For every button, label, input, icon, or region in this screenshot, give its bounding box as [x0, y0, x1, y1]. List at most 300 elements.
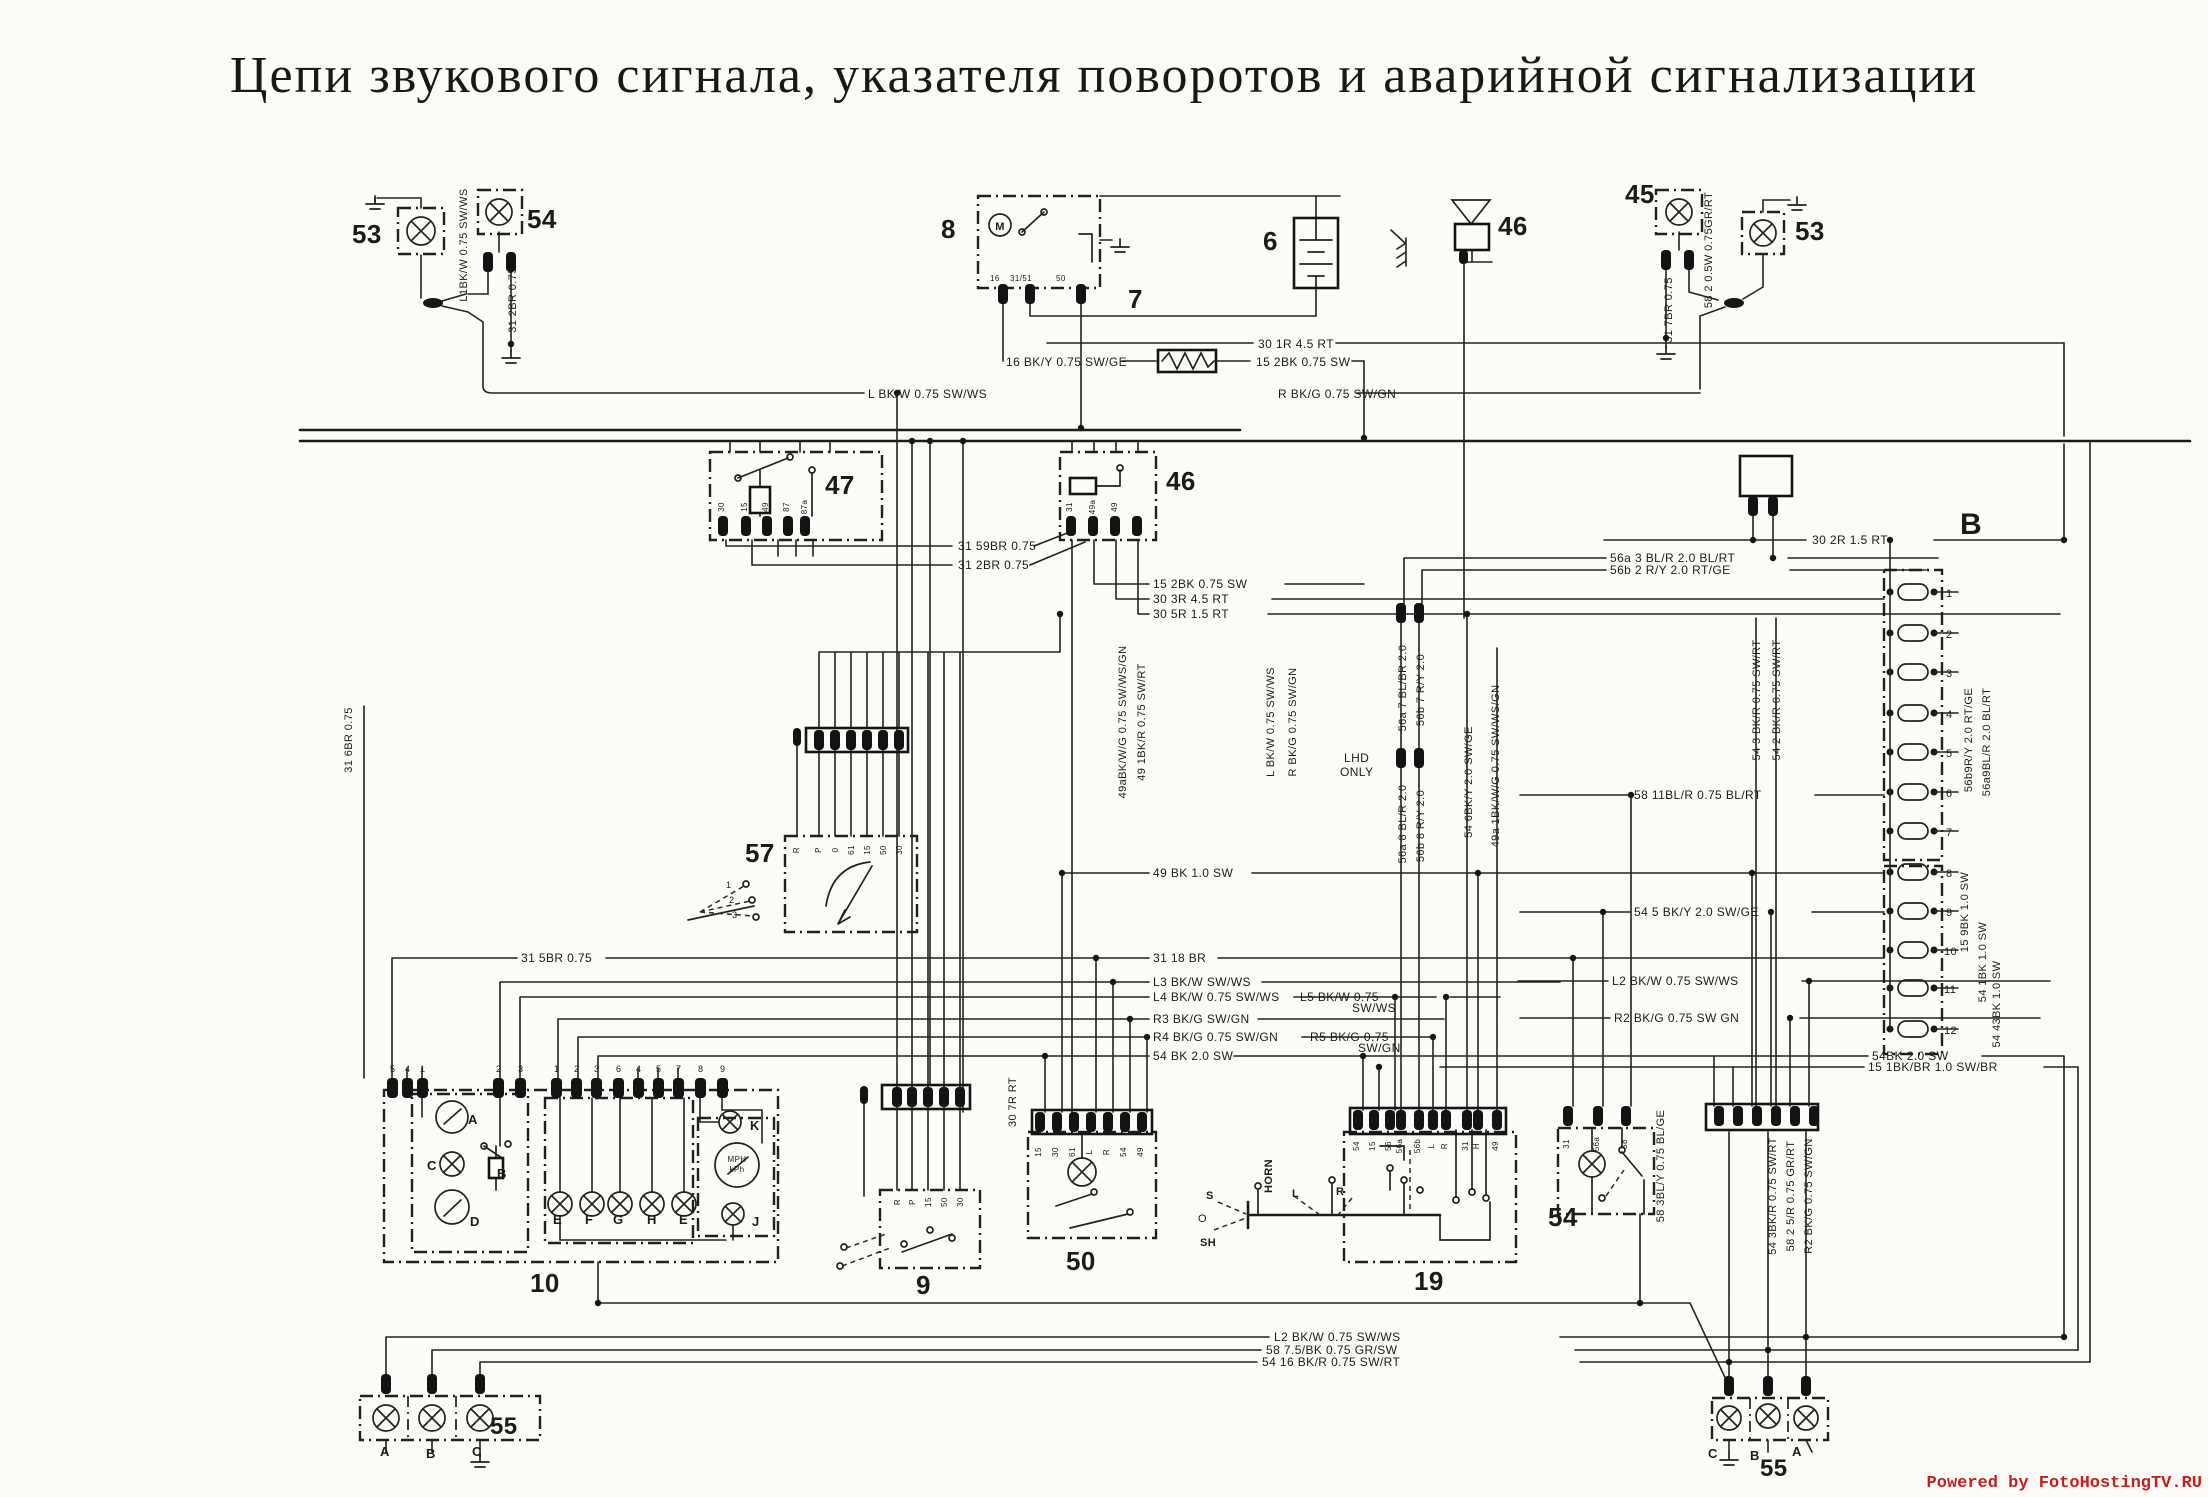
wire-label: 50 — [940, 1197, 949, 1207]
connector-pin — [1661, 250, 1671, 270]
connector-pin — [1492, 1110, 1502, 1130]
wire-label: HORN — [1263, 1159, 1275, 1193]
junction-dot — [2061, 537, 2067, 543]
connector-pin — [1052, 1112, 1062, 1132]
connector-pin — [493, 1078, 504, 1098]
wire-label: L2 BK/W 0.75 SW/WS — [1612, 974, 1739, 988]
fuse-icon — [1898, 1021, 1928, 1037]
junction-dot — [1392, 994, 1398, 1000]
connector-pin — [381, 1374, 391, 1394]
wire-label: 9 — [720, 1064, 726, 1074]
wire-label: 31 — [1065, 502, 1074, 512]
wire-label: 58 11BL/R 0.75 BL/RT — [1634, 788, 1762, 802]
connector-pin — [1752, 1106, 1762, 1126]
wire-label: 30 2R 1.5 RT — [1812, 533, 1888, 547]
wire-label: L4 BK/W 0.75 SW/WS — [1153, 990, 1280, 1004]
wire-label: R2 BK/G 0.75 SW/GN — [1803, 1138, 1815, 1254]
wire-label: 15 1BK/BR 1.0 SW/BR — [1868, 1060, 1998, 1074]
wire-label: R BK/G 0.75 SW/GN — [1278, 387, 1397, 401]
junction-dot — [508, 341, 514, 347]
connector-pin — [1076, 284, 1086, 304]
component-number: 9 — [916, 1270, 931, 1300]
connector-pin — [717, 1078, 728, 1098]
contact-point — [743, 881, 749, 887]
wire-label: A — [1792, 1444, 1802, 1459]
connector-pin — [1396, 603, 1406, 623]
connector-pin — [483, 252, 493, 272]
junction-dot — [1765, 1347, 1771, 1353]
connector-pin — [1768, 496, 1778, 516]
symbol-glyphs — [360, 190, 2067, 1467]
junction-dot — [909, 438, 915, 444]
connector-pin — [814, 730, 824, 750]
connector-pin — [1563, 1106, 1573, 1126]
wire-label: O — [1198, 1213, 1207, 1225]
connector-pin — [1724, 1376, 1734, 1396]
wire-label: 5 — [1946, 748, 1953, 760]
component-number: 54 — [527, 204, 557, 234]
wire-label: F — [585, 1212, 594, 1227]
junction-dot — [1057, 611, 1063, 617]
contact-point — [1469, 1189, 1475, 1195]
wire-label: 31/51 — [1010, 274, 1033, 283]
wire-label: 30 1R 4.5 RT — [1258, 337, 1334, 351]
fuse-icon — [1898, 980, 1928, 996]
contact-point — [753, 914, 759, 920]
wire-label: MPH — [727, 1155, 747, 1164]
wire-label: 10 — [1944, 946, 1958, 958]
junction-dot — [1768, 909, 1774, 915]
junction-dot — [1787, 1015, 1793, 1021]
wire-label: C — [472, 1444, 482, 1459]
wire-label: 54 — [1119, 1147, 1128, 1157]
connector-pin — [718, 516, 728, 536]
wire-label: 9 — [1946, 907, 1953, 919]
wire-label: K — [750, 1118, 760, 1133]
connector-pin — [1763, 1376, 1773, 1396]
wire-label: 2 — [729, 895, 735, 905]
junction-dot — [1042, 1053, 1048, 1059]
wire-label: 56a 7 BL/BR 2.0 — [1397, 644, 1409, 732]
wire-label: S — [1206, 1190, 1214, 1202]
fuse-icon — [1898, 784, 1928, 800]
connector-pin — [1137, 1112, 1147, 1132]
wire-label: 54 BK 2.0 SW — [1153, 1049, 1234, 1063]
wire-label: 54 16 BK/R 0.75 SW/RT — [1262, 1355, 1401, 1369]
wire-label: 6 — [1946, 788, 1953, 800]
gauge-icon — [435, 1190, 469, 1224]
wire-label: P — [814, 847, 823, 853]
wire-label: 31 2BR 0.75 — [958, 558, 1030, 572]
wire-label: 58 — [1620, 1139, 1629, 1149]
watermark: Powered by FotoHostingTV.RU — [1926, 1474, 2202, 1493]
connector-pin — [830, 730, 840, 750]
connector-pin — [939, 1087, 949, 1107]
wire-label: 15 — [924, 1197, 933, 1207]
wire-label: 54BK 2.0 SW — [1872, 1049, 1949, 1063]
contact-point — [841, 1244, 847, 1250]
junction-dot — [1749, 870, 1755, 876]
connector-pin — [653, 1078, 664, 1098]
component-number: 45 — [1625, 179, 1655, 209]
splice-icon — [1724, 298, 1744, 308]
connector-pin — [1790, 1106, 1800, 1126]
contact-point — [1329, 1177, 1335, 1183]
connector-pin — [793, 728, 801, 746]
fuse-icon — [1898, 903, 1928, 919]
connector-pin — [1385, 1110, 1395, 1130]
junction-dot — [927, 438, 933, 444]
wire-label: R — [893, 1198, 902, 1206]
connector-pin — [1414, 603, 1424, 623]
wire-label: 31 7BR 0.75 — [1663, 277, 1675, 343]
contact-point — [1599, 1195, 1605, 1201]
wire-label: 31 6BR 0.75 — [343, 707, 355, 773]
wire-label: R3 BK/G SW/GN — [1153, 1012, 1250, 1026]
wire-label: 58 3BL/Y 0.75 BL/GE — [1655, 1109, 1667, 1223]
wire-label: A — [380, 1444, 390, 1459]
junction-dot — [1127, 1016, 1133, 1022]
wire-label: 15 — [1368, 1141, 1377, 1151]
connector-pin — [1396, 748, 1406, 768]
wire-label: 15 — [1034, 1147, 1043, 1157]
connector-pin — [1684, 250, 1694, 270]
wire-label: 56a 3 BL/R 2.0 BL/RT — [1610, 551, 1736, 565]
wire-label: 30 — [717, 502, 726, 512]
contact-point — [1483, 1195, 1489, 1201]
wire-label: 54 — [1352, 1141, 1361, 1151]
wire-label: 5 — [390, 1064, 396, 1074]
junction-dot — [1430, 1034, 1436, 1040]
wire-label: 49aBK/W/G 0.75 SW/WS/GN — [1117, 645, 1129, 799]
connector-pin — [695, 1078, 706, 1098]
wire-label: 30 3R 4.5 RT — [1153, 592, 1229, 606]
wire-label: H — [647, 1212, 657, 1227]
wire-label: 54 43BK 1.0 SW — [1991, 960, 2003, 1048]
wire-label: 56a — [1395, 1138, 1404, 1154]
wires — [364, 196, 2090, 1456]
fuse-icon — [1898, 942, 1928, 958]
wire-label: B — [1750, 1448, 1760, 1463]
connector-pin — [1414, 748, 1424, 768]
connector-pin — [387, 1078, 398, 1098]
connector-pin — [1733, 1106, 1743, 1126]
contact-point — [749, 897, 755, 903]
connector-strip — [1070, 478, 1096, 494]
fuse-icon — [1898, 664, 1928, 680]
wire-label: L BK/W 0.75 SW/WS — [1265, 667, 1277, 777]
wire-label: P — [908, 1199, 917, 1205]
connector-pin — [1369, 1110, 1379, 1130]
wire-label: R BK/G 0.75 SW/GN — [1287, 667, 1299, 777]
wire-label: 2 — [1946, 629, 1953, 641]
junction-dot — [1144, 1034, 1150, 1040]
connector-pin — [907, 1087, 917, 1107]
connector-pin — [571, 1078, 582, 1098]
wire-label: 15 9BK 1.0 SW — [1959, 871, 1971, 953]
wire-label: L3 BK/W SW/WS — [1153, 975, 1251, 989]
wire-label: 3 — [594, 1064, 600, 1074]
wire-label: 49 BK 1.0 SW — [1153, 866, 1234, 880]
component-number: 46 — [1498, 211, 1528, 241]
wire-label: 56b 8 R/Y 2.0 — [1415, 789, 1427, 863]
wire-label: L — [1427, 1143, 1436, 1149]
connector-pin — [923, 1087, 933, 1107]
wire-label: LHD — [1344, 751, 1370, 765]
component-number: 53 — [1795, 216, 1825, 246]
wire-label: B — [497, 1166, 507, 1181]
wire-label: 2 — [496, 1064, 502, 1074]
wire-label: 1 — [726, 880, 732, 890]
component-number: 6 — [1263, 226, 1278, 256]
connector-pin — [1801, 1376, 1811, 1396]
component-number: 19 — [1414, 1266, 1444, 1296]
wire-label: 31 18 BR — [1153, 951, 1207, 965]
wire-label: R2 BK/G 0.75 SW GN — [1614, 1011, 1740, 1025]
wire-label: SW/WS — [1352, 1001, 1396, 1015]
component-number: 55 — [1760, 1455, 1788, 1482]
junction-dot — [1093, 955, 1099, 961]
component-number: 8 — [941, 214, 956, 244]
connector-pin — [955, 1087, 965, 1107]
wire-label: 49 — [1136, 1147, 1145, 1157]
wire-label: 54 3 BK/R 0.75 SW/RT — [1751, 639, 1763, 761]
connector-pin — [1120, 1112, 1130, 1132]
fuse-icon — [1898, 744, 1928, 760]
component-number: 53 — [352, 219, 382, 249]
wire-label: C — [1708, 1446, 1718, 1461]
component-number: 47 — [825, 470, 855, 500]
junction-dot — [595, 1300, 601, 1306]
connector-pin — [1714, 1106, 1724, 1126]
connector-pin — [417, 1078, 428, 1098]
connector-pin — [1593, 1106, 1603, 1126]
contact-point — [505, 1141, 511, 1147]
fuse-icon — [1898, 705, 1928, 721]
contact-point — [809, 467, 815, 473]
connector-pin — [515, 1078, 526, 1098]
wire-label: 56a9BL/R 2.0 BL/RT — [1981, 687, 1993, 797]
wire-label: 15 — [740, 502, 749, 512]
contact-point — [901, 1241, 907, 1247]
wire-label: 30 — [1051, 1147, 1060, 1157]
wire-label: 8 — [1946, 868, 1953, 880]
wire-label: R5 BK/G 0.75 — [1310, 1030, 1389, 1044]
component-box — [710, 452, 882, 540]
contact-point — [787, 454, 793, 460]
wire-label: 31 — [1562, 1139, 1571, 1149]
wire-label: 56 — [1384, 1141, 1393, 1151]
connector-pin — [1069, 1112, 1079, 1132]
connector-pin — [1473, 1110, 1483, 1130]
wire-label: L5 BK/W 0.75 — [1300, 990, 1379, 1004]
junction-dot — [1600, 909, 1606, 915]
connector-pin — [673, 1078, 684, 1098]
wire-label: D — [470, 1214, 480, 1229]
connector-pin — [860, 1086, 868, 1104]
wire-label: 54 6BK/Y 2.0 SW/GE — [1463, 726, 1475, 838]
wire-label: 2 — [574, 1064, 580, 1074]
connector-pin — [846, 730, 856, 750]
connector-pin — [1441, 1110, 1451, 1130]
connector-pin — [892, 1087, 902, 1107]
connector-pin — [878, 730, 888, 750]
wire-label: 30 — [956, 1197, 965, 1207]
connector-pin — [427, 1374, 437, 1394]
ground-icon — [1788, 197, 1806, 210]
wire-label: ONLY — [1340, 765, 1374, 779]
wire-label: SW/GN — [1358, 1041, 1401, 1055]
wire-label: 54 5 BK/Y 2.0 SW/GE — [1634, 905, 1759, 919]
wire-label: 56a 8 BL/R 2.0 — [1397, 784, 1409, 864]
wire-label: 49 1BK/R 0.75 SW/RT — [1136, 663, 1148, 781]
connector-pin — [1748, 496, 1758, 516]
wire-label: 56b9R/Y 2.0 RT/GE — [1963, 687, 1975, 793]
wire-label: J — [752, 1214, 760, 1229]
wire-label: 31 2BR 0.75 — [507, 267, 519, 333]
wire-label: 49a — [1088, 499, 1097, 515]
junction-dot — [1637, 1300, 1643, 1306]
ground-icon — [1720, 1452, 1738, 1465]
junction-dot — [1770, 555, 1776, 561]
connector-pin — [1353, 1110, 1363, 1130]
wire-label: 8 — [698, 1064, 704, 1074]
connector-pin — [633, 1078, 644, 1098]
contact-point — [1091, 1189, 1097, 1195]
contact-point — [927, 1227, 933, 1233]
wire-label: 4 — [636, 1064, 642, 1074]
junction-dot — [2061, 1334, 2067, 1340]
splice-icon — [423, 298, 443, 308]
wire-label: R — [1336, 1186, 1345, 1198]
wire-label: H — [1472, 1142, 1481, 1150]
connector-pin — [1103, 1112, 1113, 1132]
wire-label: R — [1440, 1142, 1449, 1150]
connector-pin — [1025, 284, 1035, 304]
wire-label: 87 — [782, 502, 791, 512]
junction-dot — [1361, 435, 1367, 441]
wire-label: L BK/W 0.75 SW/WS — [868, 387, 988, 401]
wire-label: 1 — [1946, 588, 1953, 600]
wire-label: B — [426, 1446, 436, 1461]
wire-label: 56b 7 R/Y 2.0 — [1415, 653, 1427, 727]
junction-dot — [1110, 979, 1116, 985]
wire-label: 3 — [1946, 668, 1953, 680]
component-number: 46 — [1166, 466, 1196, 496]
wire-label: 30 — [895, 845, 904, 855]
connector-pin — [741, 516, 751, 536]
wire-label: A — [468, 1112, 478, 1127]
connector-pin — [551, 1078, 562, 1098]
bus-wires — [300, 430, 2190, 1228]
connector-pin — [1035, 1112, 1045, 1132]
wire-label: 15 2BK 0.75 SW — [1256, 355, 1351, 369]
wire-label: 0 — [831, 847, 840, 853]
connector-pin — [1086, 1112, 1096, 1132]
connector-pin — [1396, 1110, 1406, 1130]
connector-strip — [1740, 456, 1792, 496]
wire-label: 49a 1BK/W/G 0.75 SW/WS/GN — [1490, 684, 1502, 848]
wire-label: L — [1292, 1188, 1300, 1200]
contact-point — [1387, 1165, 1393, 1171]
component-details — [408, 200, 1788, 1440]
wire-label: 58 7.5/BK 0.75 GR/SW — [1266, 1343, 1398, 1357]
junction-dot — [1078, 425, 1084, 431]
wire-label: SH — [1200, 1237, 1217, 1249]
contact-point — [1127, 1209, 1133, 1215]
connector-pin — [1088, 516, 1098, 536]
junction-dot — [1750, 537, 1756, 543]
wire-label: 50 — [1056, 274, 1066, 283]
junction-dot — [1726, 1359, 1732, 1365]
junction-dot — [1443, 994, 1449, 1000]
wire-label: 61 — [1068, 1147, 1077, 1157]
diagram-labels — [343, 179, 2003, 1482]
wire-label: E — [553, 1212, 563, 1227]
contact-point — [1255, 1183, 1261, 1189]
junction-dot — [1475, 870, 1481, 876]
wire-label: 56a — [1592, 1136, 1601, 1152]
wire-label: 50 — [879, 845, 888, 855]
wire-label: M — [995, 221, 1005, 233]
ground-icon — [1657, 346, 1675, 359]
wire-label: 30 5R 1.5 RT — [1153, 607, 1229, 621]
connector-pin — [1809, 1106, 1819, 1126]
wire-label: 31 59BR 0.75 — [958, 539, 1037, 553]
wire-label: L1BK/W 0.75 SW/WS — [458, 188, 470, 302]
connector-pin — [1066, 516, 1076, 536]
wire-label: R4 BK/G 0.75 SW/GN — [1153, 1030, 1279, 1044]
wire-label: 61 — [847, 845, 856, 855]
wire-label: 58 2 5/R 0.75 GR/RT — [1785, 1140, 1797, 1252]
component-number: B — [1960, 508, 1983, 541]
component-number: 57 — [745, 838, 775, 868]
junction-dot — [1803, 1334, 1809, 1340]
wire-label: 30 7R RT — [1007, 1076, 1019, 1128]
contact-point — [1417, 1187, 1423, 1193]
wire-label: 54 3BK/R 0.75 SW/RT — [1767, 1137, 1779, 1255]
fuse-icon — [1898, 625, 1928, 641]
connector-pin — [862, 730, 872, 750]
fuse-icon — [1898, 584, 1928, 600]
wire-label: 49 — [1110, 502, 1119, 512]
wire-label: 12 — [1944, 1025, 1958, 1037]
wire-label: 4 — [1946, 709, 1953, 721]
component-number: 50 — [1066, 1246, 1096, 1276]
wire-label: 49 — [1491, 1141, 1500, 1151]
wire-label: L — [1085, 1149, 1094, 1155]
wire-label: 16 — [990, 274, 1000, 283]
wire-label: G — [613, 1212, 624, 1227]
wire-label: R — [792, 846, 801, 854]
connector-pin — [1621, 1106, 1631, 1126]
connector-pin — [1459, 250, 1468, 264]
connector-pin — [613, 1078, 624, 1098]
wire-label: E — [679, 1212, 689, 1227]
component-number: 10 — [530, 1268, 560, 1298]
wire-label: 56b — [1413, 1138, 1422, 1154]
junction-dot — [1570, 955, 1576, 961]
connector-pin — [1771, 1106, 1781, 1126]
wire-label: 31 — [1461, 1141, 1470, 1151]
component-number: 55 — [490, 1413, 518, 1440]
connector-pin — [1462, 1110, 1472, 1130]
wire-label: 58 2 0.5W 0.75GR/RT — [1703, 191, 1715, 309]
junction-dot — [1059, 870, 1065, 876]
connector-pin — [1414, 1110, 1424, 1130]
wire-label: C — [427, 1158, 437, 1173]
wire-label: 54 2 BK/R 0.75 SW/RT — [1771, 639, 1783, 761]
